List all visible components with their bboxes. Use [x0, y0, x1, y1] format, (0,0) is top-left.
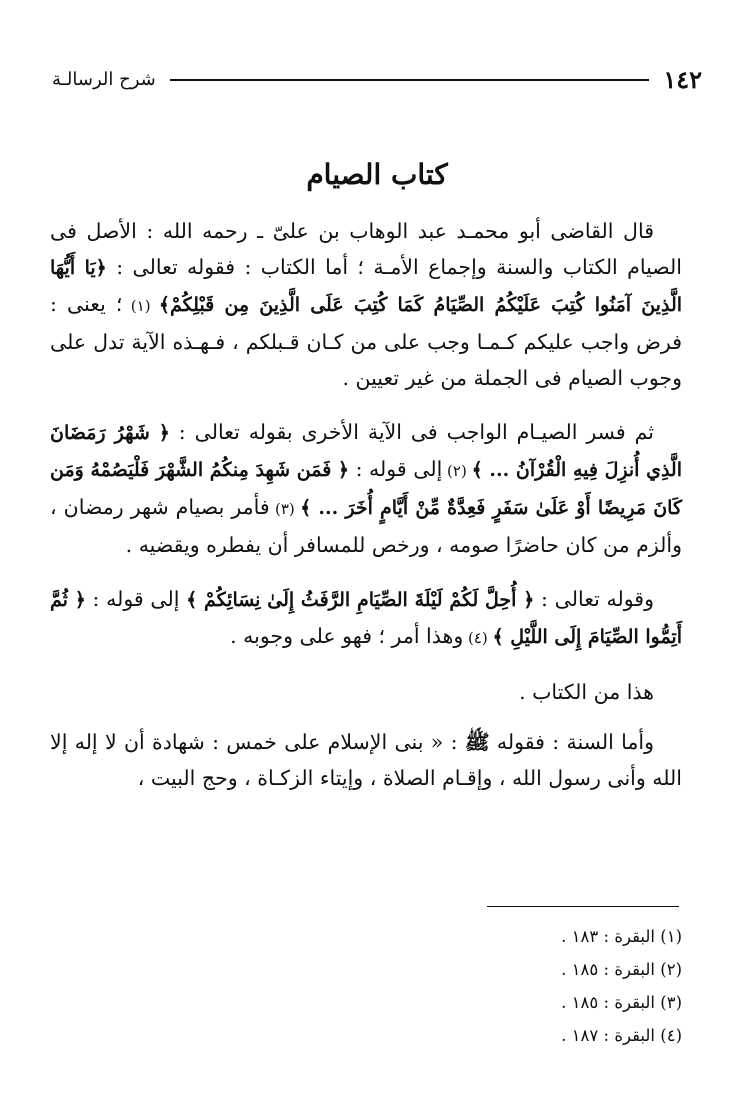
- paragraph-text: هذا من الكتاب .: [519, 680, 654, 704]
- quran-verse: ﴿ شَهْرُ رَمَضَانَ الَّذِي أُنزِلَ فِيهِ الْقُرْآنُ ... ﴾: [50, 422, 682, 481]
- chapter-title: كتاب الصيام: [306, 158, 448, 191]
- body-text: [50, 213, 682, 814]
- paragraph-text: إلى قوله :: [85, 587, 187, 611]
- footnote-item: (١) البقرة : ١٨٣ .: [561, 927, 682, 946]
- quran-verse: ﴿ فَمَن شَهِدَ مِنكُمُ الشَّهْرَ فَلْيَصُمْهُ وَمَن كَانَ مَرِيضًا أَوْ عَلَىٰ سَفَرٍ فَعِدَّةٌ مِّنْ أَيَّامٍ أُخَرَ ... ﴾: [50, 459, 682, 519]
- paragraph-sunnah: [50, 724, 682, 796]
- paragraph-text: فأمر بصيام شهر رمضان ، وألزم من كان حاضرًا صومه ، ورخص للمسافر أن يفطره ويقضيه .: [50, 495, 682, 557]
- quran-verse: ﴿يَا أَيُّهَا الَّذِينَ آمَنُوا كُتِبَ عَلَيْكُمُ الصِّيَامُ كَمَا كُتِبَ عَلَى الَّذِينَ مِن قَبْلِكُمْ﴾: [50, 257, 683, 316]
- page-number: ١٤٢: [663, 64, 702, 94]
- salawat-glyph: ﷺ: [464, 730, 490, 754]
- paragraph-text: : « بنى الإسلام على خمس : شهادة أن لا إله إلا الله وأنى رسول الله ، وإقـام الصلاة ، وإيتاء الزكـاة ، وحج البيت ،: [50, 730, 682, 790]
- page-header: [52, 62, 702, 96]
- paragraph-text: قال القاضى أبو محمـد عبد الوهاب بن علىّ ـ رحمه الله : الأصل فى الصيام الكتاب والسنة وإجماع الأمـة ؛ أما الكتاب : فقوله تعالى :: [50, 219, 682, 279]
- footnote-reference: (٣): [269, 500, 301, 518]
- paragraph-summary: [50, 674, 682, 710]
- footnote-item: (٢) البقرة : ١٨٥ .: [561, 960, 682, 979]
- quran-verse: ﴿ أُحِلَّ لَكُمْ لَيْلَةَ الصِّيَامِ الرَّفَثُ إِلَىٰ نِسَائِكُمْ ﴾: [186, 589, 535, 611]
- footnote-reference: (٢): [442, 462, 472, 480]
- footnote-reference: (٤): [463, 629, 493, 647]
- quran-verse: ﴿ ثُمَّ أَتِمُّوا الصِّيَامَ إِلَى اللَّيْلِ ﴾: [50, 589, 682, 648]
- paragraph-text: وقوله تعالى :: [534, 587, 654, 611]
- paragraph-text: إلى قوله :: [349, 457, 443, 481]
- footnote-item: (٣) البقرة : ١٨٥ .: [561, 993, 682, 1012]
- paragraph-text: وهذا أمر ؛ فهو على وجوبه .: [230, 624, 464, 648]
- paragraph-text: ثم فسر الصيـام الواجب فى الآية الأخرى بقوله تعالى :: [169, 420, 654, 444]
- paragraph-text: وأما السنة : فقوله: [489, 730, 654, 754]
- paragraph-ramadan: [50, 414, 682, 563]
- header-rule: [170, 79, 650, 81]
- footnote-item: (٤) البقرة : ١٨٧ .: [561, 1026, 682, 1045]
- paragraph-intro: [50, 213, 682, 396]
- footnote-reference: (١): [122, 297, 159, 315]
- paragraph-text: ؛ يعنى : فرض واجب عليكم كـمـا وجب على من كـان قـبلكم ، فـهـذه الآية تدل على وجوب الصيام فى الجملة من غير تعيين .: [50, 292, 682, 390]
- footnote-separator: [487, 906, 679, 907]
- footnotes: [442, 920, 682, 1052]
- paragraph-night: [50, 581, 682, 656]
- running-title: شرح الرسالـة: [52, 68, 156, 90]
